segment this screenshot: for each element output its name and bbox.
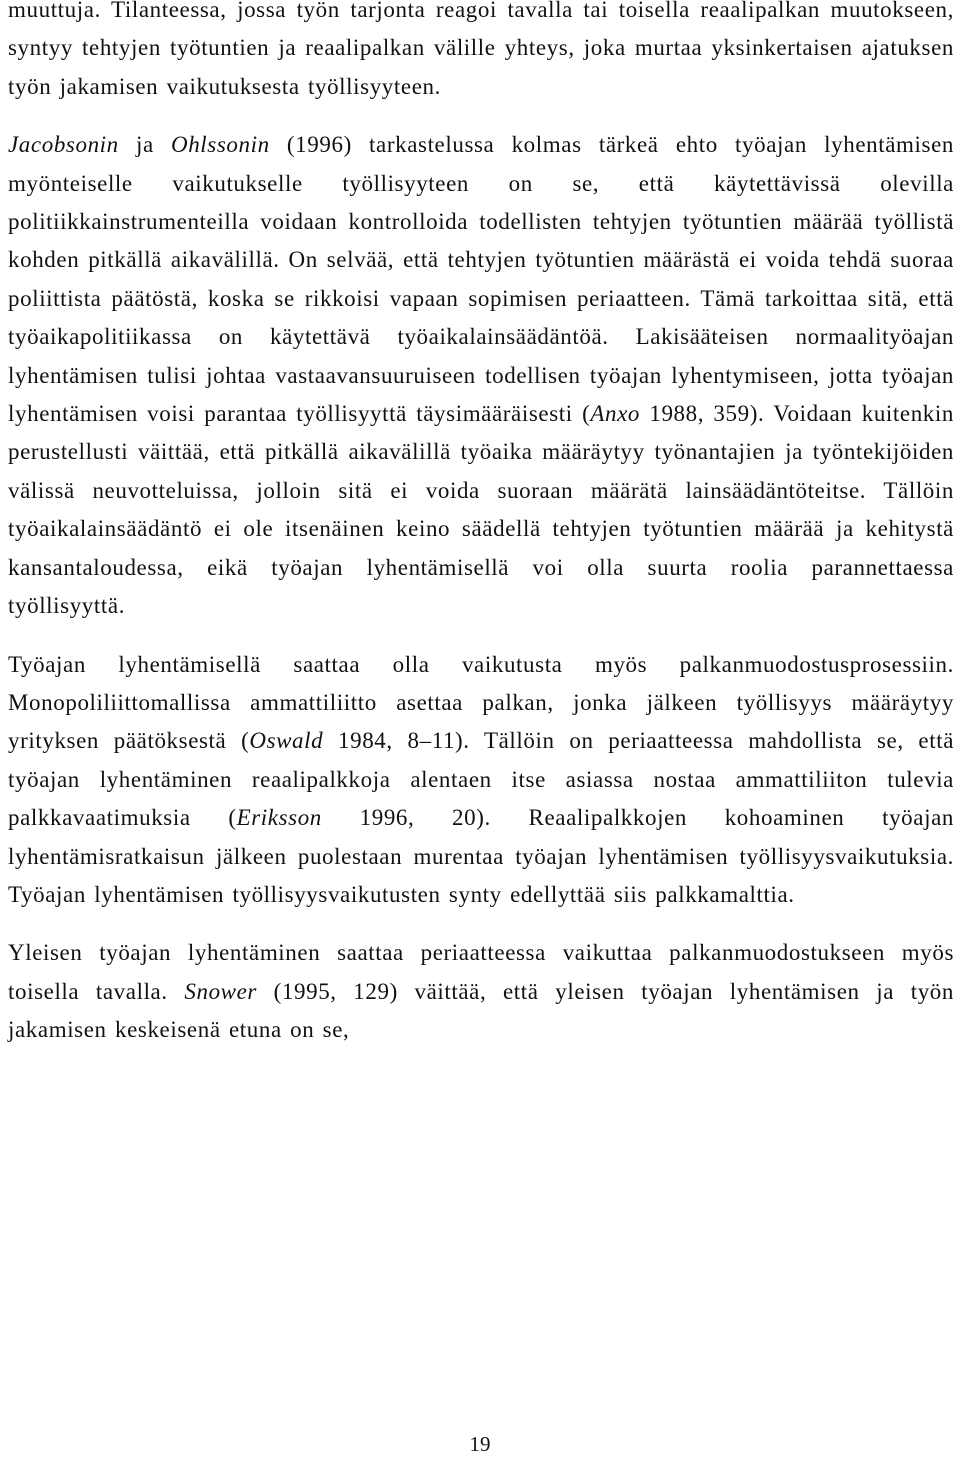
author-name: Eriksson [236, 805, 322, 831]
author-name: Ohlssonin [171, 132, 270, 158]
text-segment: ja [118, 132, 171, 158]
paragraph [8, 126, 954, 625]
text-segment: (1996) tarkastelussa kolmas tärkeä ehto työajan lyhentämisen myönteiselle vaikutukselle työllisyyteen on se, että käytettävissä olevilla politiikkainstrumenteilla voidaan kontrolloida todellisten tehtyjen työtuntien määrää työllistä kohden pitkällä aikavälillä. On selvää, että tehtyjen työtuntien määrästä ei voida tehdä suoraa poliittista päätöstä, koska se rikkoisi vapaan sopimisen periaatteen. Tämä tarkoittaa sitä, että työaikapolitiikassa on käytettävä työaikalainsäädäntöä. Lakisääteisen normaalityöajan lyhentämisen tulisi johtaa vastaavansuuruiseen todellisen työajan lyhentymiseen, jotta työajan lyhentämisen voisi parantaa työllisyyttä täysimääräisesti ( [8, 132, 954, 427]
paragraph [8, 934, 954, 1049]
author-name: Snower [184, 978, 257, 1004]
author-name: Oswald [249, 728, 324, 754]
author-name: Anxo [590, 401, 641, 427]
author-name: Jacobsonin [8, 132, 119, 158]
text-segment: 1996, 20). Reaalipalkkojen kohoaminen työajan lyhentämisratkaisun jälkeen puolestaan murentaa työajan lyhentämisen työllisyysvaikutuksia. Työajan lyhentämisen työllisyysvaikutusten synty edellyttää siis palkkamalttia. [8, 805, 954, 907]
page-number: 19 [469, 1432, 491, 1456]
text-segment: 1988, 359). Voidaan kuitenkin perustellusti väittää, että pitkällä aikavälillä työaika määräytyy työnantajien ja työntekijöiden välissä neuvotteluissa, jolloin sitä ei voida suoraan määrätä lainsäädäntöteitse. Tällöin työaikalainsäädäntö ei ole itsenäinen keino säädellä tehtyjen työtuntien määrää ja kehitystä kansantaloudessa, eikä työajan lyhentämisellä voi olla suurta roolia parannettaessa työllisyyttä. [8, 401, 954, 619]
paragraph [8, 646, 954, 915]
text-segment: muuttuja. Tilanteessa, jossa työn tarjonta reagoi tavalla tai toisella reaalipalkan muutokseen, syntyy tehtyjen työtuntien ja reaalipalkan välille yhteys, joka murtaa yksinkertaisen ajatuksen työn jakamisen vaikutuksesta työllisyyteen. [8, 0, 954, 99]
text-segment: Yleisen työajan lyhentäminen saattaa periaatteessa vaikuttaa palkanmuodostukseen myös toisella tavalla. [8, 940, 954, 1004]
document-page [8, 0, 954, 1050]
paragraph [8, 0, 954, 106]
text-segment: 1984, 8–11). Tällöin on periaatteessa mahdollista se, että työajan lyhentäminen reaalipalkkoja alentaen itse asiassa nostaa ammattiliiton tulevia palkkavaatimuksia ( [8, 728, 955, 831]
text-segment: Työajan lyhentämisellä saattaa olla vaikutusta myös palkanmuodostusprosessiin. Monopoliliittomallissa ammattiliitto asettaa palkan, jonka jälkeen työllisyys määräytyy yrityksen päätöksestä ( [8, 651, 954, 754]
text-segment: (1995, 129) väittää, että yleisen työajan lyhentämisen ja työn jakamisen keskeisenä etuna on se, [8, 978, 954, 1043]
